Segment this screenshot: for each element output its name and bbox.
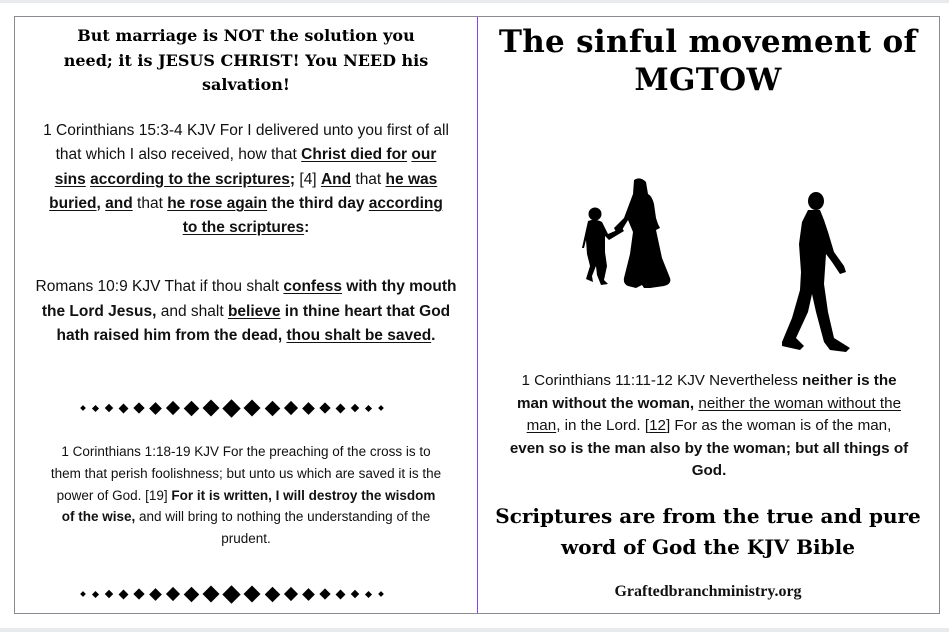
verse-1-corinthians-11: 1 Corinthians 11:11-12 KJV Nevertheless neither is the man without the woman, neither the woman without the man, in the Lord. [12] For as the woman is of the man, even so is the man also by the woman; but all things of God. bbox=[509, 372, 909, 480]
verse-reference: 1 Corinthians 11:11-12 KJV bbox=[521, 372, 705, 389]
verse-reference: 1 Corinthians 1:18-19 KJV bbox=[61, 444, 219, 459]
child-silhouette-icon bbox=[582, 208, 624, 286]
silhouette-family-illustration bbox=[578, 162, 858, 362]
left-panel bbox=[15, 17, 477, 612]
verse-reference: 1 Corinthians 15:3-4 KJV bbox=[43, 122, 216, 139]
right-panel bbox=[478, 17, 938, 612]
page-title: The sinful movement of MGTOW bbox=[498, 24, 918, 98]
website-link[interactable]: Graftedbranchministry.org bbox=[614, 583, 802, 600]
verse-1-corinthians-1: 1 Corinthians 1:18-19 KJV For the preaching of the cross is to them that perish foolishness; but unto us which are saved it is the power of God. [19] For it is written, I will destroy the wisdom of the wise, and will bring to nothing the understanding of the prudent. bbox=[50, 444, 442, 547]
woman-silhouette-icon bbox=[614, 178, 670, 288]
lead-heading: But marriage is NOT the solution you need; it is JESUS CHRIST! You NEED his salvation! bbox=[63, 26, 429, 94]
verse-1-corinthians-15: 1 Corinthians 15:3-4 KJV For I delivered unto you first of all that which I also received, how that Christ died for our sins according to the scriptures; [4] And that he was buried, and that he rose again the third day according to the scriptures: bbox=[43, 122, 449, 237]
man-walking-away-silhouette-icon bbox=[782, 192, 850, 352]
verse-reference: Romans 10:9 KJV bbox=[35, 278, 161, 295]
verse-romans-10-9: Romans 10:9 KJV That if thou shalt confess with thy mouth the Lord Jesus, and shalt believe in thine heart that God hath raised him from the dead, thou shalt be saved. bbox=[35, 278, 457, 344]
diamond-ornament-divider bbox=[81, 583, 383, 605]
kjv-tagline: Scriptures are from the true and pure word of God the KJV Bible bbox=[495, 504, 921, 559]
diamond-ornament-divider bbox=[81, 397, 383, 419]
